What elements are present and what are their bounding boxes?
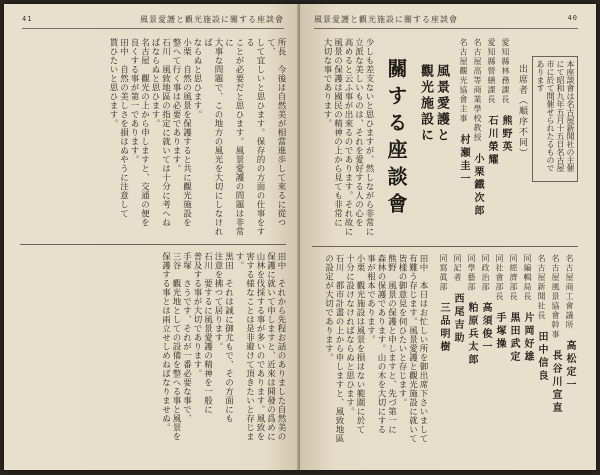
attendee-role: 名古屋高等商業學校教授 xyxy=(473,38,482,143)
attendee-4 xyxy=(456,38,471,238)
text-line: 所長 今後は自然美が相當進歩して來るに從つて、 xyxy=(265,38,286,227)
text-line: の設定が大切であります。 xyxy=(323,254,334,362)
attendee-role: 同社會部長 xyxy=(495,254,504,302)
attendance-label xyxy=(516,64,529,184)
text-line: 普及する事が大切であります。 xyxy=(192,252,202,378)
right-intro-text xyxy=(312,38,374,242)
attendee-name: 熊野英 xyxy=(500,114,511,154)
attendee-name: 長谷川宣直 xyxy=(550,349,561,415)
attendee-name: 小栗鐵次郎 xyxy=(472,152,483,218)
attendee-1 xyxy=(498,38,513,238)
text-line: 石川 都市計畫の上から申しますと、風致地區 xyxy=(334,254,344,443)
attendee-name: 村瀬圭一 xyxy=(458,133,469,186)
attendee-name: 片岡好雄 xyxy=(522,311,533,364)
attendee-role: 同學藝部 xyxy=(467,254,476,292)
text-line: 山林を伐採する事が多いのであります。風致を xyxy=(255,252,265,441)
text-line: 有難う存じます。風景愛護と觀光施設に就いて xyxy=(407,254,418,443)
text-line: 小栗 自然の風景を保護すると共に觀光施設を xyxy=(181,38,192,227)
attendee-7 xyxy=(534,254,549,460)
left-upper-text xyxy=(20,38,286,238)
attendee-2 xyxy=(484,38,499,238)
attendee-role: 名古屋觀光協會主事 xyxy=(459,38,468,124)
attendee-role: 同經濟部長 xyxy=(509,254,518,302)
right-running-title: 風景愛護と觀光施設に關する座談會 xyxy=(314,15,458,24)
text-line: 大事な問題で、この地方の風光を大切にしなければ xyxy=(202,38,223,236)
text-line: 熊野 風景の保護と申しますと、先づ第一に xyxy=(386,254,397,434)
text-line: 石川 要するに風景愛護の精神を一般に xyxy=(202,252,213,414)
intro-note-box xyxy=(532,56,578,182)
text-line: 皆樣の御意見を伺ひたいと存じます。 xyxy=(397,254,407,407)
left-lower-text xyxy=(20,252,286,458)
text-line: 保護に就いて申しますと、近來は開發の爲めに xyxy=(265,252,276,441)
text-line: 少しも差支ないと思ひますが、然しながら非常に xyxy=(364,38,374,236)
text-line: 手塚 さうです、それが一番必要な事で、 xyxy=(181,252,192,423)
text-line: 害する様なことは是非避けて頂きたいと存じます。 xyxy=(234,252,255,441)
text-line: 三谷 觀光地としての設備を整へる事と風景を xyxy=(171,252,181,441)
left-running-title: 風景愛護と觀光施設に關する座談會 xyxy=(140,15,284,24)
attendee-name: 黒田武定 xyxy=(508,311,519,364)
section-divider xyxy=(312,246,578,247)
text-line: 高めると云ふ事が出來るのであります。それ故に xyxy=(343,38,353,236)
attendee-name: 粕原兵太郎 xyxy=(466,302,477,368)
text-line: 風景の保護は國民の精神の上から見ても非常に xyxy=(332,38,343,227)
attendee-14 xyxy=(436,254,451,460)
attendee-8 xyxy=(520,254,535,460)
attendee-name: 高須俊一 xyxy=(480,302,491,355)
text-line: 黒田 それは誠に御尤もで、その方面にも xyxy=(223,252,234,423)
text-line: 森林の保護であります。山の木を大切にする xyxy=(376,254,386,434)
attendee-5 xyxy=(562,254,577,460)
attendee-name: 田中信良 xyxy=(536,330,547,383)
attendee-name: 高松定一 xyxy=(564,340,575,393)
attendee-role: 名古屋新聞社長 xyxy=(537,254,546,321)
attendee-name: 西尾吉助 xyxy=(452,292,463,345)
left-running-head xyxy=(22,14,284,29)
book-spread xyxy=(4,4,596,470)
attendee-10 xyxy=(492,254,507,460)
attendee-role: 同政治部 xyxy=(481,254,490,292)
text-line: 大切な事であります。 xyxy=(322,38,332,128)
text-line: 石川 風致地區の指定に就いては十分に考へね xyxy=(160,38,171,227)
attendee-12 xyxy=(464,254,479,460)
attendee-11 xyxy=(478,254,493,460)
intro-note: 本座談會は名古屋新聞社の主催にて昭和九年五月十五日名古屋市に於て開催せられたるものであります xyxy=(536,60,575,172)
text-line: 名古屋 觀光の上から申しますと、交通の便を xyxy=(139,38,150,227)
attendee-role: 名古屋商工會議所 xyxy=(565,254,574,330)
attendee-9 xyxy=(506,254,521,460)
attendee-name: 手塚操 xyxy=(494,311,505,351)
attendee-6 xyxy=(548,254,563,460)
left-page xyxy=(4,4,300,470)
text-line: 注意を拂つて居ります。 xyxy=(213,252,223,351)
text-line: 保護する事とは兩立せしめねばなりませぬ。 xyxy=(160,252,171,432)
attendee-name: 三品明樹 xyxy=(438,302,449,355)
text-line: 良くする事が第一であります。 xyxy=(129,38,139,164)
attendee-role: 同寫眞部 xyxy=(439,254,448,292)
text-line: 田中 自然の美しさを損はぬやうに注意して xyxy=(118,38,129,218)
text-line: 小栗 觀光施設は風景を損はない範圍に於て xyxy=(355,254,365,434)
text-line: ならぬと思ひます。 xyxy=(192,38,202,119)
left-page-number: 41 xyxy=(22,15,33,23)
attendee-13 xyxy=(450,254,465,460)
attendee-3 xyxy=(470,38,485,238)
attendee-role: 同記者 xyxy=(453,254,462,283)
text-line: ことが必要だと思ひます。風景愛護の問題は非常に xyxy=(223,38,244,236)
article-title: 關する座談會 xyxy=(384,58,408,220)
right-running-head xyxy=(314,14,578,29)
text-line: ばならぬと思ひます。 xyxy=(150,38,160,128)
right-lower-text xyxy=(312,254,428,460)
article-title-part-1: 風景愛護と xyxy=(434,64,449,144)
text-line: 田中 それから先程お話のありました自然美の xyxy=(276,252,286,441)
attendee-role: 愛知縣營繕課長 xyxy=(487,38,496,105)
section-divider xyxy=(20,244,286,245)
right-page-number: 40 xyxy=(567,14,578,22)
attendee-role: 同編輯局長 xyxy=(523,254,532,302)
attendance-label-text: 出席者（順序不同） xyxy=(517,64,527,159)
attendee-name: 石川榮耀 xyxy=(486,114,497,167)
text-line: 立派な美しいものは、それを愛好する人の心を xyxy=(353,38,364,227)
text-line: 整へて行く事は必要であります。 xyxy=(171,38,181,173)
text-line: 事が根本であります。 xyxy=(365,254,376,344)
article-title-part-2: 觀光施設に xyxy=(418,64,433,144)
right-page xyxy=(300,4,596,470)
text-line: 貰ひたいと思ひます。 xyxy=(108,38,118,128)
text-line: 十分に設けなければならぬと思ひます。 xyxy=(344,254,355,416)
attendee-role: 名古屋風景協會幹事 xyxy=(551,254,560,340)
text-line: して宜しいと思ひます。保存的の方面の仕事をする xyxy=(244,38,265,236)
text-line: 田中 本日はお忙しい所を御出席下さいまして xyxy=(418,254,428,443)
attendee-role: 愛知縣林務課長 xyxy=(501,38,510,105)
